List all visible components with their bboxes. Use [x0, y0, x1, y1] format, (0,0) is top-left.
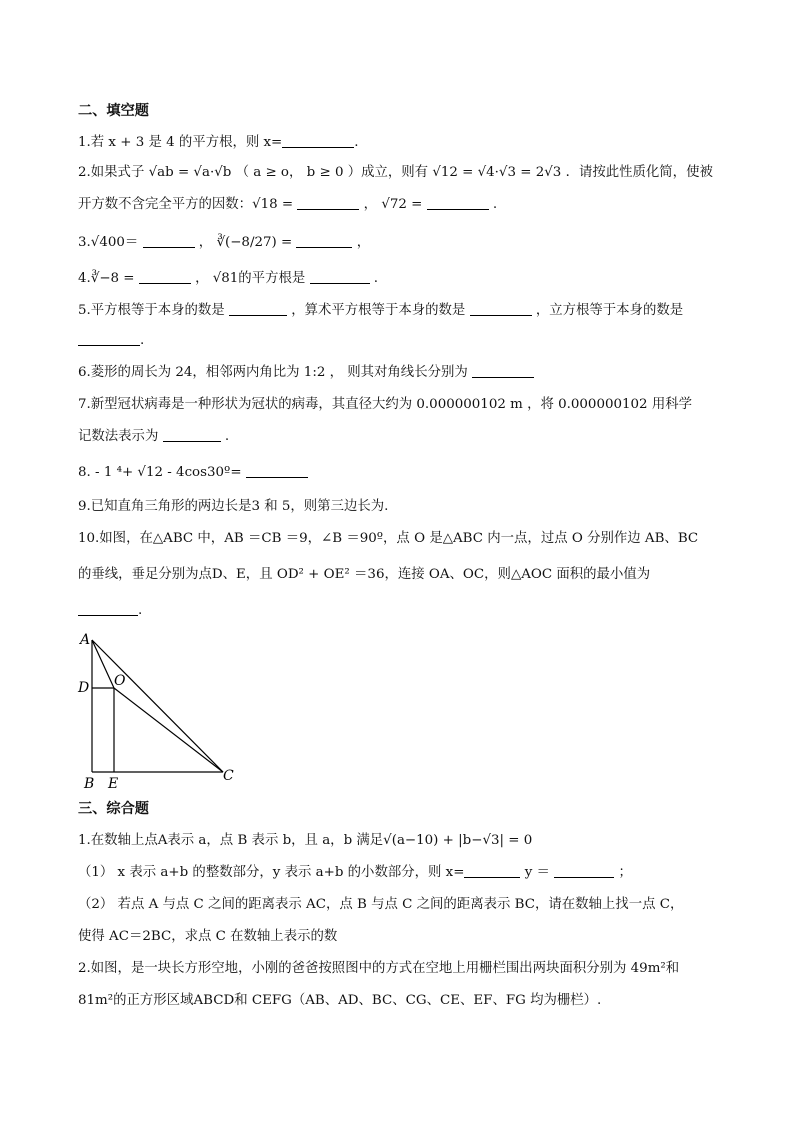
question-2-6: [78, 364, 534, 382]
question-3-1-sub2-line2: [78, 928, 337, 946]
q2-formula: √ab = √a·√b （ a ≥ o， b ≥ 0 ）成立，则有 √12 = √4·√3 = 2√3: [148, 165, 562, 180]
section-2-title: 二、填空题: [78, 103, 149, 119]
answer-blank[interactable]: [554, 864, 614, 878]
answer-blank[interactable]: [229, 302, 287, 316]
q10-line1: 10.如图，在△ABC 中，AB ＝CB ＝9，∠B ＝90º，点 O 是△ABC 内一点，过点 O 分别作边 AB、BC: [78, 531, 699, 546]
q2-text-end: ．请按此性质化简，使被: [565, 165, 713, 180]
q3-number: 3.: [78, 235, 91, 250]
label-a: A: [80, 632, 91, 648]
q5-text2: ，算术平方根等于本身的数是: [291, 303, 466, 318]
question-2-10-line2: [78, 566, 650, 584]
s3q1-sub1-mid: y ＝: [524, 865, 550, 880]
question-2-8: [78, 464, 308, 482]
q1-text: 1.若 x + 3 是 4 的平方根，则 x=: [78, 135, 283, 150]
q2-expr2: √72 =: [381, 197, 423, 212]
answer-blank[interactable]: [246, 464, 308, 478]
label-d: D: [78, 680, 90, 696]
q5-end: .: [140, 333, 145, 348]
answer-blank[interactable]: [470, 302, 532, 316]
answer-blank[interactable]: [143, 234, 195, 248]
segment-oa: [92, 640, 114, 688]
question-3-2: [78, 960, 679, 978]
question-2-3: [78, 234, 370, 252]
question-3-1-sub1: [78, 864, 632, 882]
q5-text3: ，立方根等于本身的数是: [535, 303, 684, 318]
question-2-9: [78, 498, 388, 516]
segment-oc: [114, 688, 223, 772]
answer-blank[interactable]: [78, 332, 140, 346]
answer-blank[interactable]: [472, 364, 534, 378]
s3q1-sub2-line2: 使得 AC＝2BC，求点 C 在数轴上表示的数: [78, 929, 338, 944]
q4-expr1: ∛−8 =: [90, 271, 135, 286]
q6-text: 6.菱形的周长为 24，相邻两内角比为 1:2 ， 则其对角线长分别为: [78, 365, 468, 380]
question-2-7-line2: [78, 428, 229, 446]
q5-text1: 5.平方根等于本身的数是: [78, 303, 225, 318]
separator: ，: [195, 271, 209, 286]
separator: ，: [198, 235, 213, 250]
q10-end: .: [138, 603, 143, 618]
q2-end: .: [492, 197, 498, 212]
q4-expr2: √81的平方根是: [212, 271, 306, 286]
question-2-1: [78, 134, 359, 152]
question-2-10-line3: [78, 602, 142, 620]
q8-text: 8. - 1 ⁴+ √12 - 4cos30º=: [78, 465, 242, 480]
q1-end: .: [354, 135, 359, 150]
s3q1-sub1-end: ；: [618, 865, 632, 880]
answer-blank[interactable]: [310, 270, 370, 284]
answer-blank[interactable]: [464, 864, 520, 878]
label-c: C: [223, 768, 234, 784]
q7-end: .: [224, 429, 230, 444]
q3-end: ，: [356, 235, 371, 250]
q10-line2: 的垂线，垂足分别为点D、E，且 OD² + OE² ＝36，连接 OA、OC，则△AOC 面积的最小值为: [78, 567, 651, 582]
question-3-1-sub2: [78, 896, 683, 914]
question-2-7: [78, 396, 692, 414]
q7-text: 7.新型冠状病毒是一种形状为冠状的病毒，其直径大约为 0.000000102 m ，将 0.000000102 用科学: [78, 397, 692, 412]
q3-expr2: ∛(−8/27) =: [216, 235, 293, 250]
answer-blank[interactable]: [296, 234, 352, 248]
edge-ac: [92, 640, 223, 772]
q4-end: .: [373, 271, 379, 286]
question-3-2-line2: [78, 992, 601, 1010]
answer-blank[interactable]: [297, 196, 359, 210]
s3q2-line2: 81m²的正方形区域ABCD和 CEFG（AB、AD、BC、CG、CE、EF、FG 均为栅栏）.: [78, 993, 602, 1008]
answer-blank[interactable]: [163, 428, 221, 442]
question-2-10: [78, 530, 698, 548]
q9-text: 9.已知直角三角形的两边长是3 和 5，则第三边长为.: [78, 499, 389, 514]
s3q1-sub1-text: （1） x 表示 a+b 的整数部分，y 表示 a+b 的小数部分，则 x=: [78, 865, 465, 880]
question-3-1: [78, 832, 532, 850]
question-2-5-line2: [78, 332, 144, 350]
q2-expr1: √18 =: [252, 197, 294, 212]
s3q1-line1: 1.在数轴上点A表示 a，点 B 表示 b，且 a，b 满足√(a−10) + |b−√3| = 0: [78, 833, 533, 848]
q3-expr1: √400＝: [90, 235, 139, 250]
question-2-4: [78, 270, 378, 288]
s3q2-line1: 2.如图，是一块长方形空地，小刚的爸爸按照图中的方式在空地上用栅栏围出两块面积分别为 49m²和: [78, 961, 680, 976]
question-2-2-line2: [78, 196, 497, 214]
answer-blank[interactable]: [282, 134, 354, 148]
separator: ，: [363, 197, 378, 212]
label-b: B: [84, 776, 95, 792]
label-o: O: [114, 673, 126, 689]
question-2-5: [78, 302, 683, 320]
q2-line2-text: 开方数不含完全平方的因数：: [78, 197, 253, 212]
label-e: E: [108, 776, 119, 792]
q2-text: 2.如果式子: [78, 165, 145, 180]
section-3-title: 三、综合题: [78, 801, 149, 817]
answer-blank[interactable]: [139, 270, 191, 284]
triangle-figure: [76, 630, 246, 795]
answer-blank[interactable]: [78, 602, 138, 616]
s3q1-sub2-line1: （2） 若点 A 与点 C 之间的距离表示 AC，点 B 与点 C 之间的距离表示 BC，请在数轴上找一点 C，: [78, 897, 684, 912]
question-2-2: [78, 164, 713, 182]
q4-number: 4.: [78, 271, 91, 286]
q7-line2: 记数法表示为: [78, 429, 159, 444]
answer-blank[interactable]: [427, 196, 489, 210]
